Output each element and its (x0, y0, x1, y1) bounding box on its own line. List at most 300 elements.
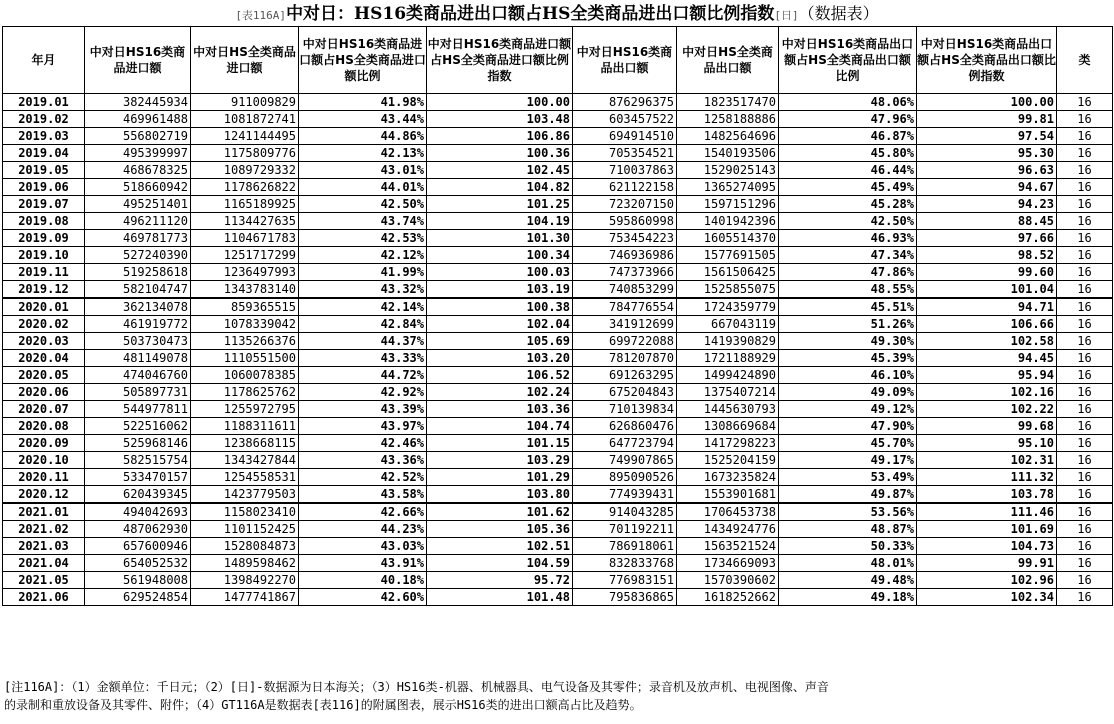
header-cell: 类 (1057, 27, 1113, 94)
table-row (3, 538, 1113, 555)
table-cell: 522516062 (85, 418, 191, 435)
table-row (3, 264, 1113, 281)
table-row (3, 316, 1113, 333)
table-cell: 2020.05 (3, 367, 85, 384)
table-cell: 710037863 (573, 162, 677, 179)
table-title (0, 2, 1114, 26)
table-cell: 98.52 (917, 247, 1057, 264)
table-cell: 94.67 (917, 179, 1057, 196)
table-cell: 774939431 (573, 486, 677, 504)
table-cell: 911009829 (191, 94, 299, 111)
table-cell: 101.69 (917, 521, 1057, 538)
table-cell: 544977811 (85, 401, 191, 418)
table-cell: 496211120 (85, 213, 191, 230)
table-cell: 43.32% (299, 281, 427, 299)
table-cell: 99.91 (917, 555, 1057, 572)
table-cell: 101.62 (427, 503, 573, 521)
table-cell: 1165189925 (191, 196, 299, 213)
table-cell: 94.23 (917, 196, 1057, 213)
table-cell: 104.59 (427, 555, 573, 572)
table-cell: 1258188886 (677, 111, 779, 128)
table-cell: 16 (1057, 128, 1113, 145)
table-cell: 795836865 (573, 589, 677, 606)
table-cell: 16 (1057, 111, 1113, 128)
table-cell: 691263295 (573, 367, 677, 384)
table-cell: 2020.06 (3, 384, 85, 401)
table-row (3, 350, 1113, 367)
table-row (3, 333, 1113, 350)
table-row (3, 469, 1113, 486)
table-cell: 519258618 (85, 264, 191, 281)
table-cell: 2019.08 (3, 213, 85, 230)
table-cell: 1135266376 (191, 333, 299, 350)
table-cell: 51.26% (779, 316, 917, 333)
table-cell: 42.84% (299, 316, 427, 333)
table-cell: 100.36 (427, 145, 573, 162)
table-cell: 461919772 (85, 316, 191, 333)
table-cell: 42.14% (299, 298, 427, 316)
table-cell: 494042693 (85, 503, 191, 521)
table-cell: 105.69 (427, 333, 573, 350)
table-row (3, 298, 1113, 316)
table-cell: 2020.02 (3, 316, 85, 333)
table-cell: 620439345 (85, 486, 191, 504)
table-cell: 44.01% (299, 179, 427, 196)
table-cell: 101.15 (427, 435, 573, 452)
table-cell: 2020.10 (3, 452, 85, 469)
table-cell: 561948008 (85, 572, 191, 589)
table-cell: 95.30 (917, 145, 1057, 162)
table-cell: 102.45 (427, 162, 573, 179)
table-cell: 16 (1057, 452, 1113, 469)
table-cell: 582515754 (85, 452, 191, 469)
table-cell: 1445630793 (677, 401, 779, 418)
table-cell: 44.72% (299, 367, 427, 384)
table-cell: 45.51% (779, 298, 917, 316)
table-cell: 16 (1057, 247, 1113, 264)
table-cell: 106.66 (917, 316, 1057, 333)
table-cell: 2019.01 (3, 94, 85, 111)
table-cell: 43.91% (299, 555, 427, 572)
table-cell: 42.12% (299, 247, 427, 264)
table-cell: 100.38 (427, 298, 573, 316)
table-cell: 1419390829 (677, 333, 779, 350)
table-cell: 710139834 (573, 401, 677, 418)
table-cell: 100.03 (427, 264, 573, 281)
table-cell: 1706453738 (677, 503, 779, 521)
header-cell: 中对日HS全类商品进口额 (191, 27, 299, 94)
table-cell: 595860998 (573, 213, 677, 230)
table-cell: 533470157 (85, 469, 191, 486)
table-cell: 45.49% (779, 179, 917, 196)
table-cell: 505897731 (85, 384, 191, 401)
table-cell: 525968146 (85, 435, 191, 452)
table-cell: 740853299 (573, 281, 677, 299)
table-cell: 527240390 (85, 247, 191, 264)
table-cell: 49.12% (779, 401, 917, 418)
table-cell: 42.92% (299, 384, 427, 401)
table-cell: 101.30 (427, 230, 573, 247)
table-cell: 1178626822 (191, 179, 299, 196)
table-cell: 99.68 (917, 418, 1057, 435)
table-cell: 2020.01 (3, 298, 85, 316)
table-cell: 96.63 (917, 162, 1057, 179)
table-cell: 1081872741 (191, 111, 299, 128)
table-cell: 1499424890 (677, 367, 779, 384)
table-cell: 2020.12 (3, 486, 85, 504)
table-row (3, 128, 1113, 145)
table-cell: 102.34 (917, 589, 1057, 606)
table-cell: 1540193506 (677, 145, 779, 162)
table-cell: 16 (1057, 384, 1113, 401)
header-row (3, 27, 1113, 94)
table-cell: 42.66% (299, 503, 427, 521)
table-cell: 1477741867 (191, 589, 299, 606)
table-row (3, 555, 1113, 572)
table-cell: 495251401 (85, 196, 191, 213)
table-cell: 40.18% (299, 572, 427, 589)
table-cell: 667043119 (677, 316, 779, 333)
table-cell: 2021.06 (3, 589, 85, 606)
table-cell: 1561506425 (677, 264, 779, 281)
table-cell: 50.33% (779, 538, 917, 555)
table-cell: 42.46% (299, 435, 427, 452)
table-cell: 16 (1057, 418, 1113, 435)
table-cell: 654052532 (85, 555, 191, 572)
table-cell: 104.74 (427, 418, 573, 435)
table-cell: 16 (1057, 196, 1113, 213)
table-cell: 1188311611 (191, 418, 299, 435)
table-cell: 2021.01 (3, 503, 85, 521)
table-cell: 1251717299 (191, 247, 299, 264)
header-cell: 中对日HS16类商品出口额占HS全类商品出口额比例 (779, 27, 917, 94)
table-cell: 45.39% (779, 350, 917, 367)
table-cell: 1110551500 (191, 350, 299, 367)
table-cell: 2019.06 (3, 179, 85, 196)
table-row (3, 435, 1113, 452)
table-cell: 481149078 (85, 350, 191, 367)
table-cell: 104.73 (917, 538, 1057, 555)
table-cell: 41.99% (299, 264, 427, 281)
table-row (3, 589, 1113, 606)
table-cell: 2020.09 (3, 435, 85, 452)
table-cell: 16 (1057, 538, 1113, 555)
table-row (3, 367, 1113, 384)
table-cell: 103.20 (427, 350, 573, 367)
table-cell: 97.54 (917, 128, 1057, 145)
table-cell: 1734669093 (677, 555, 779, 572)
table-cell: 1525204159 (677, 452, 779, 469)
table-cell: 16 (1057, 281, 1113, 299)
table-cell: 1525855075 (677, 281, 779, 299)
table-cell: 16 (1057, 264, 1113, 281)
table-cell: 1343427844 (191, 452, 299, 469)
table-cell: 49.48% (779, 572, 917, 589)
table-cell: 16 (1057, 316, 1113, 333)
table-cell: 2019.12 (3, 281, 85, 299)
table-cell: 1060078385 (191, 367, 299, 384)
table-cell: 48.87% (779, 521, 917, 538)
table-cell: 1236497993 (191, 264, 299, 281)
table-cell: 469961488 (85, 111, 191, 128)
table-cell: 1721188929 (677, 350, 779, 367)
table-cell: 103.29 (427, 452, 573, 469)
table-row (3, 179, 1113, 196)
table-row (3, 418, 1113, 435)
table-cell: 2021.04 (3, 555, 85, 572)
title-kind: （数据表） (798, 4, 879, 23)
table-cell: 675204843 (573, 384, 677, 401)
table-cell: 95.72 (427, 572, 573, 589)
table-cell: 94.45 (917, 350, 1057, 367)
table-cell: 45.28% (779, 196, 917, 213)
header-cell: 中对日HS16类商品进口额占HS全类商品进口额比例指数 (427, 27, 573, 94)
table-row (3, 503, 1113, 521)
table-cell: 46.44% (779, 162, 917, 179)
table-cell: 111.32 (917, 469, 1057, 486)
table-cell: 1553901681 (677, 486, 779, 504)
table-cell: 42.50% (779, 213, 917, 230)
table-cell: 16 (1057, 486, 1113, 504)
table-cell: 859365515 (191, 298, 299, 316)
table-cell: 1343783140 (191, 281, 299, 299)
table-cell: 2019.11 (3, 264, 85, 281)
table-cell: 495399997 (85, 145, 191, 162)
table-cell: 16 (1057, 435, 1113, 452)
table-cell: 1238668115 (191, 435, 299, 452)
table-cell: 102.22 (917, 401, 1057, 418)
table-cell: 102.31 (917, 452, 1057, 469)
table-cell: 699722088 (573, 333, 677, 350)
table-cell: 1241144495 (191, 128, 299, 145)
table-cell: 16 (1057, 555, 1113, 572)
table-cell: 43.44% (299, 111, 427, 128)
table-cell: 49.09% (779, 384, 917, 401)
table-cell: 95.94 (917, 367, 1057, 384)
table-cell: 2019.05 (3, 162, 85, 179)
table-cell: 43.33% (299, 350, 427, 367)
table-cell: 776983151 (573, 572, 677, 589)
table-cell: 914043285 (573, 503, 677, 521)
table-cell: 16 (1057, 350, 1113, 367)
table-row (3, 162, 1113, 179)
table-cell: 1365274095 (677, 179, 779, 196)
footnote-line: 的录制和重放设备及其零件、附件；（4）GT116A是数据表[表116]的附属图表，展示HS16类的进出口额高占比及趋势。 (4, 698, 642, 712)
table-cell: 49.87% (779, 486, 917, 504)
table-cell: 1673235824 (677, 469, 779, 486)
table-cell: 16 (1057, 333, 1113, 350)
table-cell: 104.19 (427, 213, 573, 230)
table-cell: 468678325 (85, 162, 191, 179)
table-cell: 47.34% (779, 247, 917, 264)
table-cell: 48.06% (779, 94, 917, 111)
table-cell: 102.51 (427, 538, 573, 555)
table-cell: 103.36 (427, 401, 573, 418)
table-row (3, 230, 1113, 247)
table-cell: 16 (1057, 213, 1113, 230)
table-cell: 1308669684 (677, 418, 779, 435)
table-cell: 16 (1057, 401, 1113, 418)
table-cell: 2019.04 (3, 145, 85, 162)
table-cell: 2019.10 (3, 247, 85, 264)
table-body (3, 94, 1113, 606)
table-cell: 582104747 (85, 281, 191, 299)
table-cell: 487062930 (85, 521, 191, 538)
table-cell: 16 (1057, 94, 1113, 111)
table-cell: 876296375 (573, 94, 677, 111)
table-cell: 47.96% (779, 111, 917, 128)
table-cell: 621122158 (573, 179, 677, 196)
table-cell: 1528084873 (191, 538, 299, 555)
table-cell: 101.48 (427, 589, 573, 606)
table-cell: 1078339042 (191, 316, 299, 333)
table-cell: 16 (1057, 469, 1113, 486)
title-tag: [表116A] (235, 9, 287, 22)
header-cell: 中对日HS16类商品出口额 (573, 27, 677, 94)
table-cell: 102.24 (427, 384, 573, 401)
table-row (3, 111, 1113, 128)
table-cell: 2019.03 (3, 128, 85, 145)
table-cell: 1104671783 (191, 230, 299, 247)
table-cell: 102.16 (917, 384, 1057, 401)
table-cell: 469781773 (85, 230, 191, 247)
table-cell: 1597151296 (677, 196, 779, 213)
header-cell: 中对日HS全类商品出口额 (677, 27, 779, 94)
table-cell: 104.82 (427, 179, 573, 196)
table-cell: 101.25 (427, 196, 573, 213)
table-cell: 99.81 (917, 111, 1057, 128)
table-cell: 2020.07 (3, 401, 85, 418)
table-cell: 1175809776 (191, 145, 299, 162)
header-cell: 年月 (3, 27, 85, 94)
header-cell: 中对日HS16类商品进口额 (85, 27, 191, 94)
table-cell: 45.80% (779, 145, 917, 162)
table-cell: 2020.04 (3, 350, 85, 367)
table-cell: 16 (1057, 179, 1113, 196)
table-cell: 43.97% (299, 418, 427, 435)
table-row (3, 521, 1113, 538)
table-cell: 629524854 (85, 589, 191, 606)
table-cell: 53.49% (779, 469, 917, 486)
table-cell: 47.86% (779, 264, 917, 281)
table-cell: 94.71 (917, 298, 1057, 316)
table-cell: 16 (1057, 298, 1113, 316)
table-cell: 16 (1057, 162, 1113, 179)
table-cell: 100.00 (427, 94, 573, 111)
table-cell: 44.23% (299, 521, 427, 538)
table-cell: 95.10 (917, 435, 1057, 452)
table-cell: 647723794 (573, 435, 677, 452)
table-cell: 474046760 (85, 367, 191, 384)
table-cell: 1254558531 (191, 469, 299, 486)
table-cell: 103.19 (427, 281, 573, 299)
table-cell: 49.30% (779, 333, 917, 350)
table-cell: 16 (1057, 230, 1113, 247)
table-cell: 1423779503 (191, 486, 299, 504)
table-cell: 895090526 (573, 469, 677, 486)
table-row (3, 401, 1113, 418)
table-cell: 42.52% (299, 469, 427, 486)
table-cell: 1101152425 (191, 521, 299, 538)
table-cell: 694914510 (573, 128, 677, 145)
table-cell: 16 (1057, 145, 1113, 162)
data-table (2, 26, 1113, 606)
table-cell: 97.66 (917, 230, 1057, 247)
table-cell: 42.13% (299, 145, 427, 162)
table-cell: 1398492270 (191, 572, 299, 589)
table-cell: 16 (1057, 367, 1113, 384)
table-cell: 42.60% (299, 589, 427, 606)
table-cell: 753454223 (573, 230, 677, 247)
table-row (3, 572, 1113, 589)
table-cell: 2021.05 (3, 572, 85, 589)
table-cell: 626860476 (573, 418, 677, 435)
table-cell: 723207150 (573, 196, 677, 213)
title-main: 中对日：HS16类商品进出口额占HS全类商品进出口额比例指数 (286, 4, 775, 24)
table-cell: 362134078 (85, 298, 191, 316)
table-cell: 46.10% (779, 367, 917, 384)
table-cell: 102.04 (427, 316, 573, 333)
table-cell: 1375407214 (677, 384, 779, 401)
table-cell: 1417298223 (677, 435, 779, 452)
table-cell: 45.70% (779, 435, 917, 452)
table-row (3, 486, 1113, 504)
table-cell: 46.93% (779, 230, 917, 247)
table-cell: 1434924776 (677, 521, 779, 538)
table-cell: 518660942 (85, 179, 191, 196)
table-cell: 784776554 (573, 298, 677, 316)
table-cell: 781207870 (573, 350, 677, 367)
table-cell: 1605514370 (677, 230, 779, 247)
table-cell: 106.86 (427, 128, 573, 145)
table-cell: 1529025143 (677, 162, 779, 179)
table-cell: 1134427635 (191, 213, 299, 230)
table-cell: 16 (1057, 589, 1113, 606)
table-cell: 44.86% (299, 128, 427, 145)
table-cell: 42.50% (299, 196, 427, 213)
table-cell: 16 (1057, 521, 1113, 538)
table-cell: 503730473 (85, 333, 191, 350)
table-cell: 101.04 (917, 281, 1057, 299)
table-cell: 103.48 (427, 111, 573, 128)
table-cell: 2019.07 (3, 196, 85, 213)
table-cell: 42.53% (299, 230, 427, 247)
table-cell: 1570390602 (677, 572, 779, 589)
table-cell: 49.17% (779, 452, 917, 469)
table-cell: 2020.03 (3, 333, 85, 350)
table-row (3, 281, 1113, 299)
table-row (3, 247, 1113, 264)
table-cell: 1618252662 (677, 589, 779, 606)
table-cell: 556802719 (85, 128, 191, 145)
table-cell: 1563521524 (677, 538, 779, 555)
table-cell: 48.55% (779, 281, 917, 299)
table-cell: 43.36% (299, 452, 427, 469)
table-cell: 341912699 (573, 316, 677, 333)
table-cell: 1724359779 (677, 298, 779, 316)
table-cell: 101.29 (427, 469, 573, 486)
table-row (3, 213, 1113, 230)
title-source-tag: [日] (774, 9, 799, 22)
table-cell: 1255972795 (191, 401, 299, 418)
table-cell: 1178625762 (191, 384, 299, 401)
table-cell: 103.80 (427, 486, 573, 504)
table-cell: 88.45 (917, 213, 1057, 230)
table-cell: 2021.03 (3, 538, 85, 555)
table-cell: 43.58% (299, 486, 427, 504)
table-cell: 103.78 (917, 486, 1057, 504)
table-cell: 43.74% (299, 213, 427, 230)
